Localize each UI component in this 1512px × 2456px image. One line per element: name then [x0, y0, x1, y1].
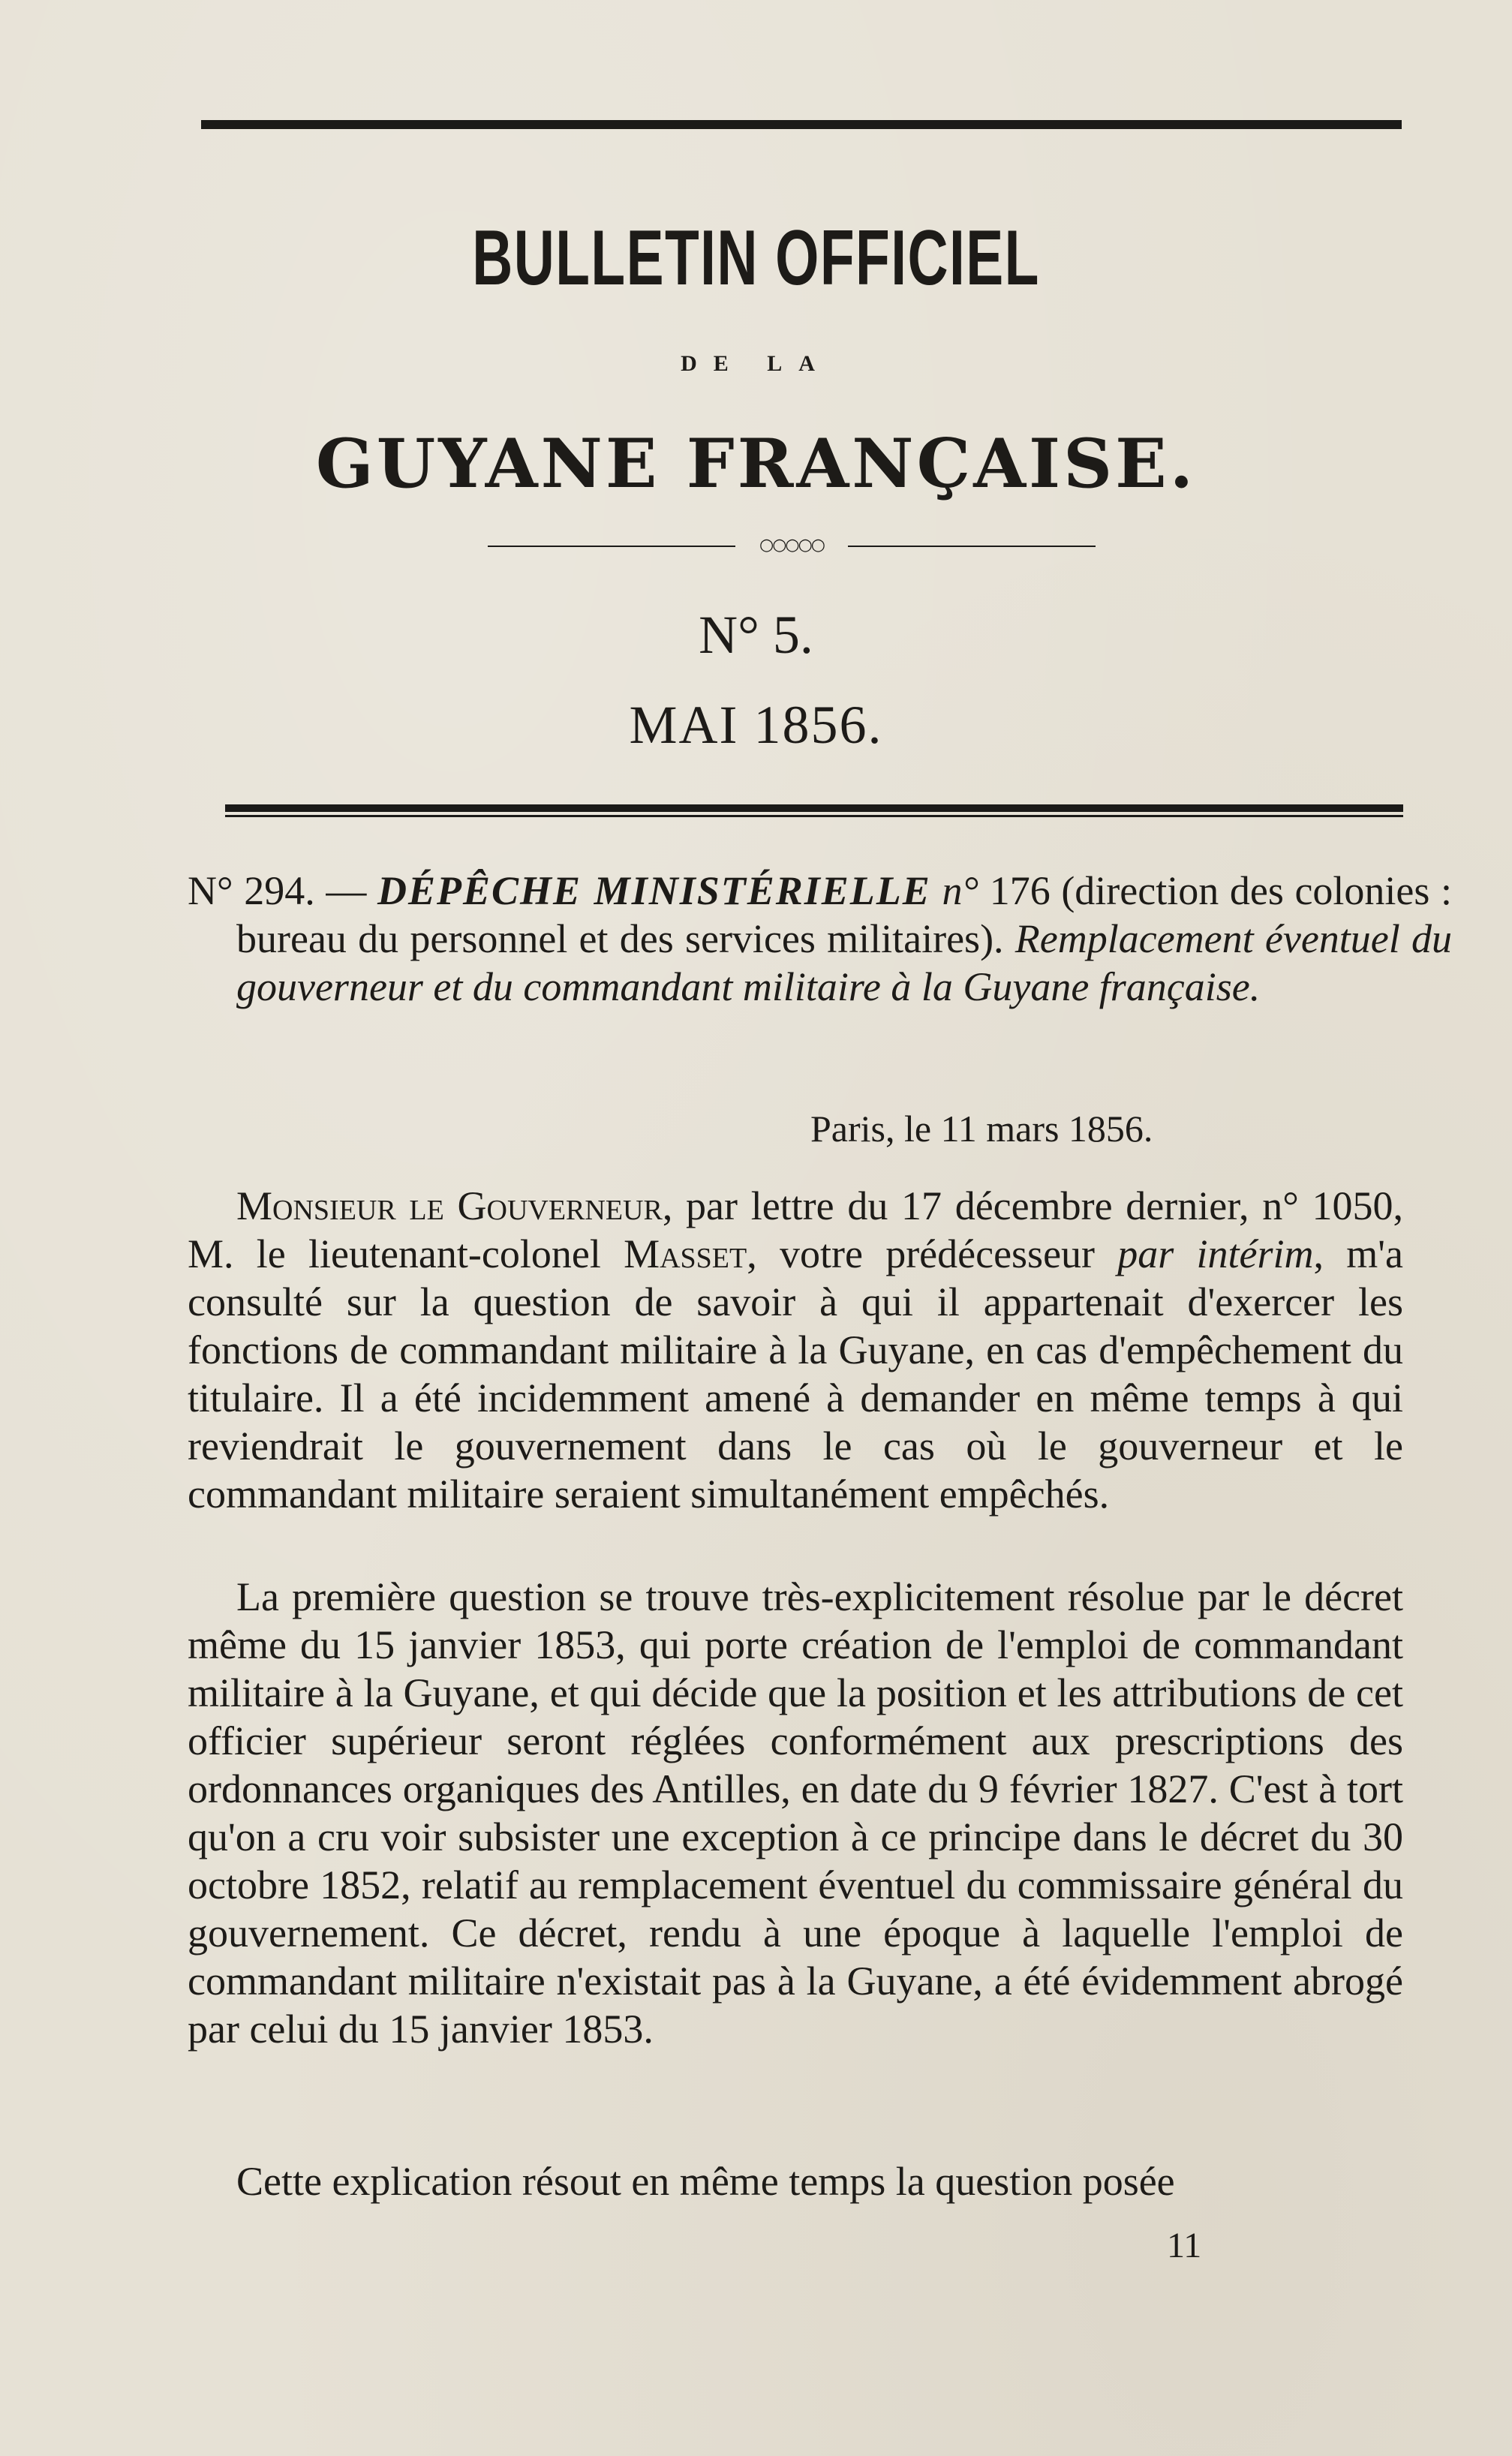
paragraph-1 — [188, 1182, 1403, 1518]
signature-mark: 11 — [1167, 2226, 1202, 2265]
title-ornament — [488, 536, 1096, 555]
person-name: Masset — [624, 1231, 747, 1276]
ornament-rings: ○○○○○ — [759, 536, 824, 555]
place-date: Paris, le 11 mars 1856. — [810, 1108, 1153, 1150]
article-number: N° 294. — — [188, 868, 367, 913]
ornament-line-left — [488, 546, 735, 547]
ornament-line-right — [848, 546, 1096, 547]
p1-text-b: , votre prédécesseur — [747, 1231, 1096, 1276]
article-no-label: n° — [942, 868, 979, 913]
article-subject: Remplacement éventuel du gouverneur et du commandant militaire à la Guyane française. — [236, 916, 1452, 1009]
bulletin-title: BULLETIN OFFICIEL — [472, 215, 1040, 302]
article-heading — [188, 867, 1452, 1011]
article-type: DÉPÊCHE MINISTÉRIELLE — [377, 868, 931, 913]
paragraph-3: Cette explication résout en même temps la question posée — [236, 2159, 1175, 2204]
paragraph-2: La première question se trouve très-explicitement résolue par le décret même du 15 janvier 1853, qui porte création de l'emploi de commandant militaire à la Guyane, et qui décide que la position et les attributions de cet officier supérieur seront réglées conformément aux prescriptions des ordonnances organiques des Antilles, en date du 9 février 1827. C'est à tort qu'on a cru voir subsister une exception à ce principe dans le décret du 30 octobre 1852, relatif au remplacement éventuel du commissaire général du gouvernement. Ce décret, rendu à une époque à laquelle l'emploi de commandant militaire n'existait pas à la Guyane, a été évidemment abrogé par celui du 15 janvier 1853. — [188, 1574, 1403, 2052]
colony-title: GUYANE FRANÇAISE. — [315, 424, 1197, 504]
header-double-rule — [225, 804, 1403, 818]
top-rule — [201, 120, 1402, 129]
article-heading-rest: 176 (direction des colonies : bureau du personnel et des services militaires). — [236, 868, 1453, 961]
p1-text-a: , par lettre du 17 décembre dernier, n° 1050, M. le lieutenant-colonel — [188, 1183, 1404, 1276]
title-connector: DE LA — [681, 351, 831, 376]
p1-text-c: , m'a consulté sur la question de savoir à qui il appartenait d'exercer les fonctions de commandant militaire à la Guyane, en cas d'empêchement du titulaire. Il a été incidemment amené à demander en même temps à qui reviendrait le gouvernement dans le cas où le gouverneur et le commandant militaire seraient simultanément empêchés. — [188, 1231, 1403, 1517]
issue-number: N° 5. — [699, 605, 813, 665]
issue-date: MAI 1856. — [629, 695, 883, 755]
p1-interim: par intérim — [1117, 1231, 1314, 1276]
salutation: Monsieur le Gouverneur — [236, 1183, 663, 1228]
